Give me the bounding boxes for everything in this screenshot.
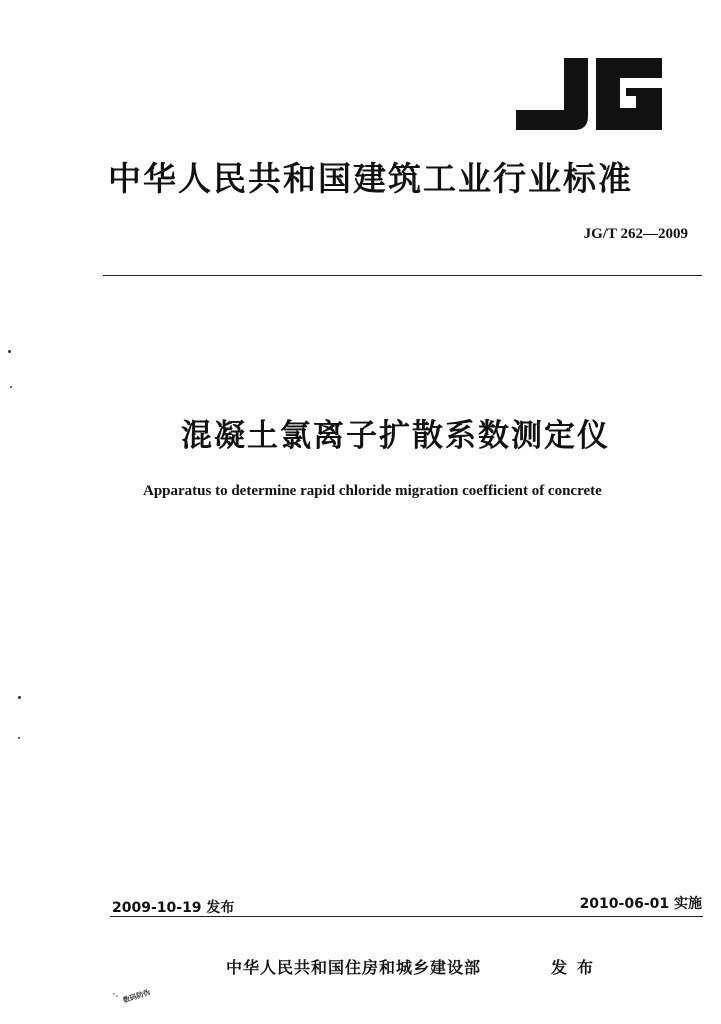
anti-counterfeit-stamp [112,982,164,1006]
scan-speck [18,737,20,739]
issuer-name: 中华人民共和国住房和城乡建设部 [226,958,482,977]
standard-number: JG/T 262—2009 [583,226,688,242]
title-english: Apparatus to determine rapid chloride migration coefficient of concrete [143,483,602,499]
scan-speck [10,386,12,388]
header-divider [103,275,702,276]
issuer-action: 发布 [551,958,604,977]
title-chinese: 混凝土氯离子扩散系数测定仪 [181,418,610,454]
scan-speck [8,350,11,353]
scan-speck [18,696,21,699]
organization-title: 中华人民共和国建筑工业行业标准 [108,159,633,198]
issue-date: 2009-10-19 发布 [112,900,235,916]
effective-date: 2010-06-01 实施 [579,896,702,912]
svg-text:数码防伪: 数码防伪 [122,988,152,1005]
jg-logo [516,58,662,130]
footer-divider [110,916,703,917]
